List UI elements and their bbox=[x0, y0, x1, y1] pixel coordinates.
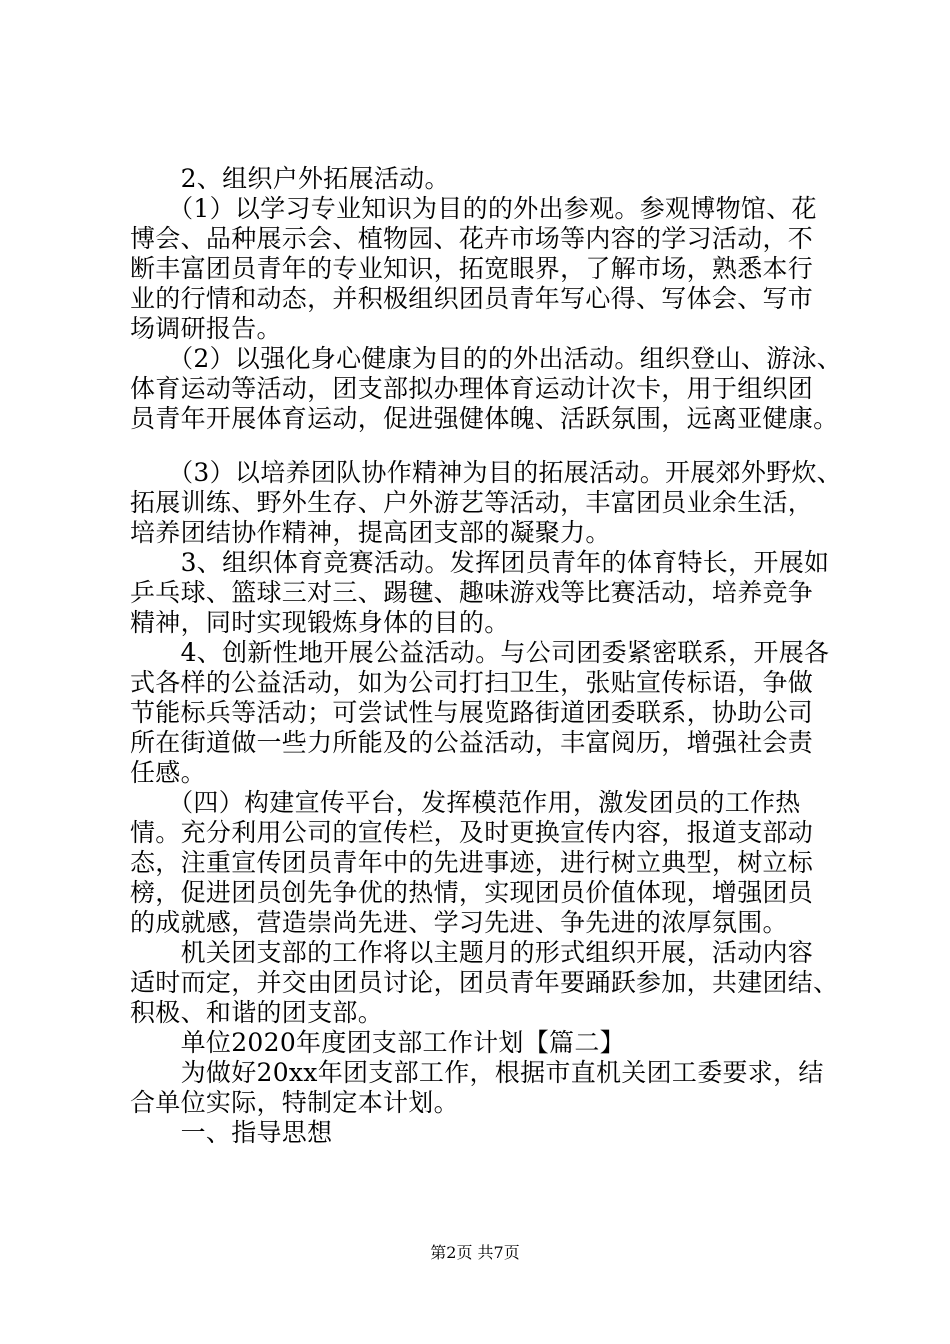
text-line: 情。充分利用公司的宣传栏，及时更换宣传内容，报道支部动 bbox=[130, 818, 814, 847]
text-line: 场调研报告。 bbox=[130, 314, 282, 343]
text-line: （1）以学习专业知识为目的的外出参观。参观博物馆、花 bbox=[130, 194, 817, 223]
text-line: 节能标兵等活动；可尝试性与展览路街道团委联系，协助公司 bbox=[130, 698, 814, 727]
text-line: 榜，促进团员创先争优的热情，实现团员价值体现，增强团员 bbox=[130, 878, 814, 907]
text-line: 员青年开展体育运动，促进强健体魄、活跃氛围，远离亚健康。 bbox=[130, 404, 839, 433]
text-line: 精神，同时实现锻炼身体的目的。 bbox=[130, 608, 510, 637]
text-line: 所在街道做一些力所能及的公益活动，丰富阅历，增强社会责 bbox=[130, 728, 814, 757]
section-heading: 单位2020年度团支部工作计划【篇二】 bbox=[130, 1028, 625, 1057]
text-line: 积极、和谐的团支部。 bbox=[130, 998, 384, 1027]
text-line: 拓展训练、野外生存、户外游艺等活动，丰富团员业余生活， bbox=[130, 488, 814, 517]
text-line: 机关团支部的工作将以主题月的形式组织开展，活动内容 bbox=[130, 938, 814, 967]
text-line: （3）以培养团队协作精神为目的拓展活动。开展郊外野炊、 bbox=[130, 458, 843, 487]
text-line: 任感。 bbox=[130, 758, 206, 787]
text-line: 业的行情和动态，并积极组织团员青年写心得、写体会、写市 bbox=[130, 284, 814, 313]
text-line: 3、组织体育竞赛活动。发挥团员青年的体育特长，开展如 bbox=[130, 548, 830, 577]
page-footer: 第2页 共7页 bbox=[430, 1243, 520, 1262]
text-line: 体育运动等活动，团支部拟办理体育运动计次卡，用于组织团 bbox=[130, 374, 814, 403]
text-line: 4、创新性地开展公益活动。与公司团委紧密联系，开展各 bbox=[130, 638, 830, 667]
text-line: 态，注重宣传团员青年中的先进事迹，进行树立典型，树立标 bbox=[130, 848, 814, 877]
text-line: 2、组织户外拓展活动。 bbox=[130, 164, 450, 193]
text-line: 适时而定，并交由团员讨论，团员青年要踊跃参加，共建团结、 bbox=[130, 968, 839, 997]
text-line: （2）以强化身心健康为目的的外出活动。组织登山、游泳、 bbox=[130, 344, 843, 373]
text-line: 培养团结协作精神，提高团支部的凝聚力。 bbox=[130, 518, 611, 547]
text-line: （四）构建宣传平台，发挥模范作用，激发团员的工作热 bbox=[130, 788, 801, 817]
paragraph-gap bbox=[130, 434, 830, 458]
document-body bbox=[130, 164, 843, 1148]
text-line: 乒乓球、篮球三对三、踢毽、趣味游戏等比赛活动，培养竞争 bbox=[130, 578, 814, 607]
text-line: 为做好20xx年团支部工作，根据市直机关团工委要求，结 bbox=[130, 1058, 824, 1087]
text-line: 的成就感，营造崇尚先进、学习先进、争先进的浓厚氛围。 bbox=[130, 908, 788, 937]
text-line: 博会、品种展示会、植物园、花卉市场等内容的学习活动，不 bbox=[130, 224, 814, 253]
text-line: 合单位实际，特制定本计划。 bbox=[130, 1088, 459, 1117]
text-line: 断丰富团员青年的专业知识，拓宽眼界，了解市场，熟悉本行 bbox=[130, 254, 814, 283]
text-line: 式各样的公益活动，如为公司打扫卫生，张贴宣传标语，争做 bbox=[130, 668, 814, 697]
section-heading: 一、指导思想 bbox=[130, 1118, 333, 1147]
